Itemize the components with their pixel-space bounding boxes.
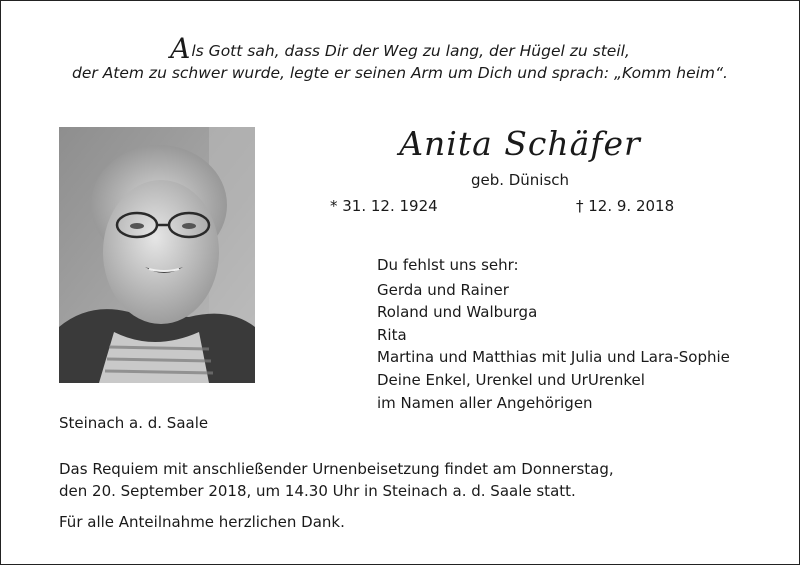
deceased-name: Anita Schäfer	[399, 124, 641, 163]
mourners-list	[377, 254, 730, 414]
portrait-photo	[59, 127, 255, 383]
mourner-name: Gerda und Rainer	[377, 280, 509, 299]
verse-line-1-text: ls Gott sah, dass Dir der Weg zu lang, der Hügel zu steil,	[191, 42, 630, 60]
portrait-image	[59, 127, 255, 383]
mourner-name: im Namen aller Angehörigen	[377, 393, 593, 412]
requiem-line-2: den 20. September 2018, um 14.30 Uhr in Steinach a. d. Saale statt.	[59, 482, 576, 500]
birth-name: geb. Dünisch	[470, 171, 570, 189]
requiem-line-1: Das Requiem mit anschließender Urnenbeisetzung findet am Donnerstag,	[59, 460, 614, 478]
memorial-verse	[40, 32, 760, 84]
verse-line-1	[40, 32, 760, 65]
thanks-note: Für alle Anteilnahme herzlichen Dank.	[59, 513, 345, 531]
mourner-name: Rita	[377, 325, 407, 344]
verse-line-2: der Atem zu schwer wurde, legte er seinen Arm um Dich und sprach: „Komm heim“.	[72, 64, 728, 82]
mourner-name: Roland und Walburga	[377, 303, 538, 322]
mourner-name: Martina und Matthias mit Julia und Lara-Sophie	[377, 348, 730, 367]
verse-initial: A	[170, 32, 191, 65]
mourner-name: Deine Enkel, Urenkel und UrUrenkel	[377, 370, 645, 389]
death-date: † 12. 9. 2018	[576, 197, 675, 215]
requiem-notice	[59, 458, 699, 502]
birth-date: * 31. 12. 1924	[330, 197, 438, 215]
place-name: Steinach a. d. Saale	[59, 414, 209, 432]
mourners-intro: Du fehlst uns sehr:	[377, 256, 519, 274]
